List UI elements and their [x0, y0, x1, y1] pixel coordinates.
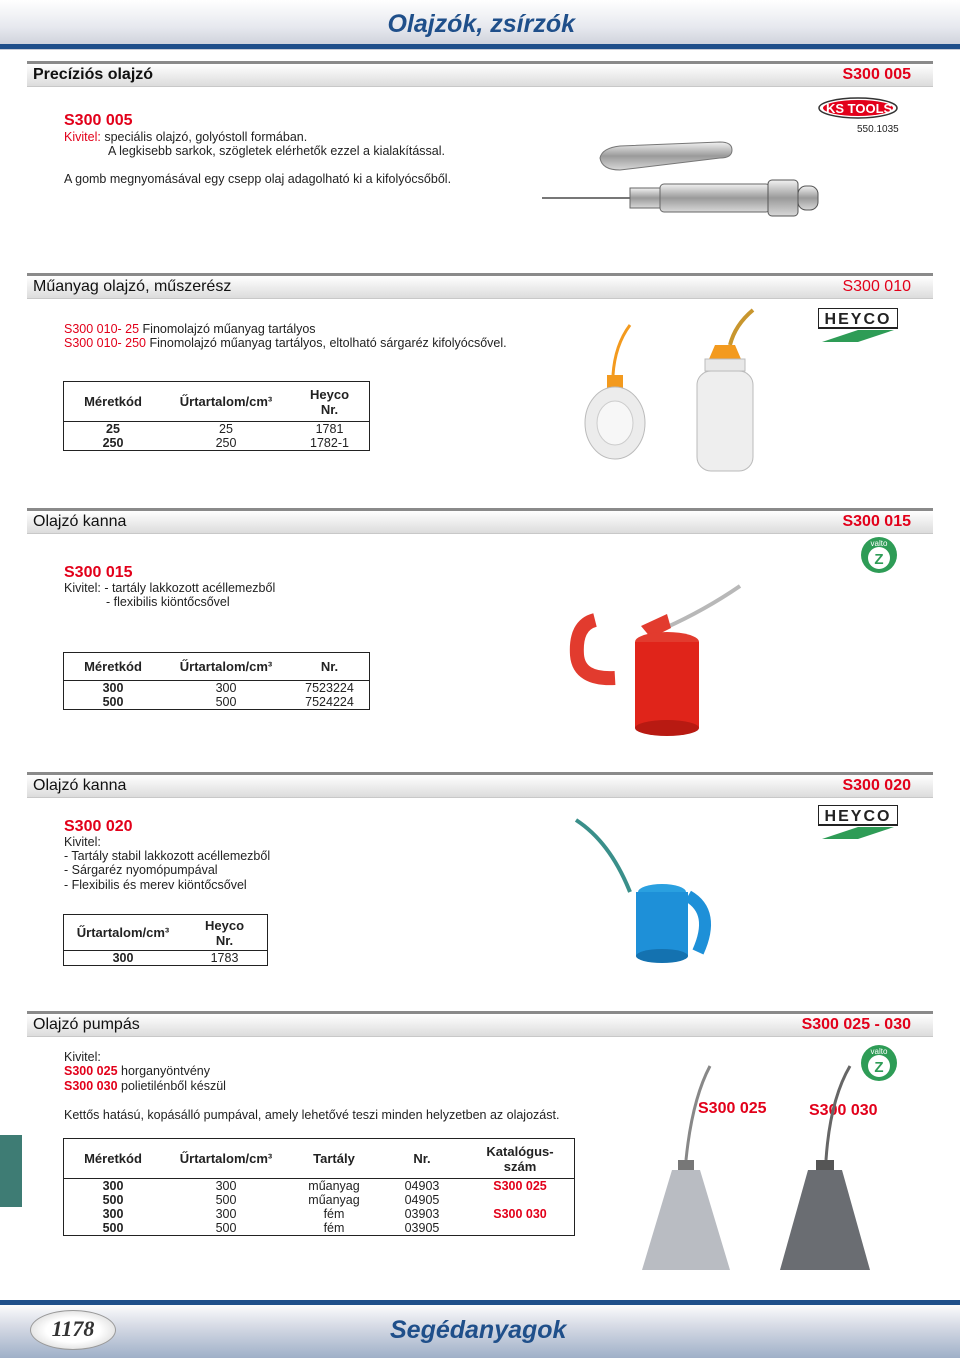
table-cell: 25: [106, 422, 120, 436]
table-cell: műanyag: [308, 1193, 360, 1207]
section-code: S300 010: [842, 278, 911, 295]
section-title: Olajzó pumpás: [33, 1016, 140, 1033]
col-header: Nr.: [378, 1139, 466, 1179]
table-cell: 300: [215, 1179, 237, 1193]
table-cell: 300: [102, 681, 124, 695]
item-line: [64, 1064, 210, 1079]
table-cell: 500: [215, 1193, 237, 1207]
section-title: Precíziós olajzó: [33, 66, 154, 83]
table-cell: 300: [215, 1207, 237, 1221]
table-cell: 03905: [404, 1221, 440, 1235]
desc-line: - Sárgaréz nyomópumpával: [64, 863, 218, 877]
table-cell: fém: [323, 1207, 345, 1221]
badge-letter: Z: [874, 1059, 884, 1076]
kivitel-label: Kivitel:: [64, 1050, 101, 1064]
table-cell: S300 030: [493, 1207, 547, 1221]
table-cell: fém: [323, 1221, 345, 1235]
heyco-logo-text: HEYCO: [824, 808, 892, 825]
section-code: S300 020: [842, 777, 911, 794]
table-cell: 500: [102, 695, 124, 709]
section-header-oil-can-2: [27, 772, 933, 798]
col-header-line: Nr.: [215, 932, 234, 948]
desc-line: - flexibilis kiöntőcsővel: [106, 595, 230, 609]
product-desc: [64, 581, 275, 596]
product-code: S300 020: [64, 818, 133, 835]
product-desc: [64, 130, 307, 145]
table-cell: 04905: [404, 1193, 440, 1207]
item-code: S300 010- 25: [64, 322, 140, 336]
desc-line: - Tartály stabil lakkozott acéllemezből: [64, 849, 271, 863]
item-code: S300 030: [64, 1079, 118, 1093]
section-code: S300 025 - 030: [801, 1016, 911, 1033]
table-cell: 04903: [404, 1179, 440, 1193]
table-row: [64, 951, 268, 966]
section-title: Műanyag olajzó, műszerész: [33, 278, 232, 295]
item-line: [64, 322, 316, 337]
item-line: [64, 1079, 226, 1094]
table-cell: 1782-1: [310, 436, 349, 450]
table-cell: 7523224: [305, 681, 354, 695]
table-row: [64, 1207, 575, 1221]
table-cell: S300 025: [493, 1179, 547, 1193]
col-header-line: Heyco: [204, 917, 245, 933]
col-header: [466, 1139, 575, 1179]
footer-title: Segédanyagok: [390, 1316, 567, 1344]
col-header: Méretkód: [64, 653, 163, 681]
table-cell: 300: [215, 681, 237, 695]
item-text: Finomolajzó műanyag tartályos: [142, 322, 316, 336]
kivitel-label: Kivitel:: [64, 581, 101, 595]
desc-line: A legkisebb sarkok, szögletek elérhetők ezzel a kialakítással.: [108, 144, 445, 158]
brand-ref: 550.1035: [857, 124, 899, 135]
desc-line: A gomb megnyomásával egy csepp olaj adagolható ki a kifolyócsőből.: [64, 172, 452, 186]
badge-text: valto: [870, 1047, 888, 1056]
table-cell: [466, 1221, 575, 1236]
desc-line: - tartály lakkozott acéllemezből: [104, 581, 276, 595]
heyco-logo-text: HEYCO: [824, 311, 892, 328]
badge-text: valto: [870, 539, 888, 548]
table-row: [64, 1193, 575, 1207]
spec-table: [63, 1138, 575, 1236]
ks-tools-logo: [818, 97, 898, 119]
col-header: [290, 382, 370, 422]
section-code: S300 015: [842, 513, 911, 530]
section-header-precision-oiler: [27, 61, 933, 87]
table-row: [64, 422, 370, 437]
header-line: [0, 44, 960, 49]
pump-oilers-image: [630, 1060, 910, 1280]
table-cell: 1781: [315, 422, 344, 436]
kivitel-label: Kivitel:: [64, 130, 101, 144]
section-code: S300 005: [842, 66, 911, 83]
item-code: S300 010- 250: [64, 336, 147, 350]
table-cell: 03903: [404, 1207, 440, 1221]
section-title: Olajzó kanna: [33, 513, 127, 530]
heyco-logo: [818, 308, 898, 344]
spec-table: [63, 914, 268, 966]
table-row: [64, 1179, 575, 1194]
spec-table: [63, 652, 370, 710]
red-oil-can-image: [555, 580, 745, 740]
heyco-logo: [818, 805, 898, 841]
side-tab: [0, 1135, 22, 1207]
table-cell: 500: [102, 1193, 124, 1207]
item-text: polietilénből készül: [121, 1079, 226, 1093]
table-cell: 7524224: [305, 695, 354, 709]
item-code: S300 025: [64, 1064, 118, 1078]
table-cell: 300: [102, 1179, 124, 1193]
image-label: S300 025: [698, 1100, 767, 1117]
col-header: Űrtartalom/cm³: [64, 915, 183, 951]
col-header: Méretkód: [64, 1139, 163, 1179]
table-cell: 500: [102, 1221, 124, 1235]
table-cell: 300: [102, 1207, 124, 1221]
col-header-line: Heyco: [309, 386, 350, 402]
table-cell: 500: [215, 695, 237, 709]
product-code: S300 015: [64, 564, 133, 581]
table-cell: 500: [215, 1221, 237, 1235]
table-cell: 250: [102, 436, 124, 450]
product-code: S300 005: [64, 112, 133, 129]
footer-line: [0, 1300, 960, 1305]
table-cell: [466, 1193, 575, 1207]
table-row: [64, 1221, 575, 1236]
page-number: 1178: [51, 1316, 95, 1341]
table-row: [64, 436, 370, 451]
item-text: horganyöntvény: [121, 1064, 210, 1078]
col-header: Nr.: [290, 653, 370, 681]
col-header: Űrtartalom/cm³: [162, 1139, 290, 1179]
kivitel-label: Kivitel:: [64, 835, 101, 849]
image-label: S300 030: [809, 1102, 878, 1119]
col-header-line: Nr.: [320, 401, 339, 417]
col-header: [182, 915, 268, 951]
section-header-plastic-oiler: [27, 273, 933, 299]
blue-oil-can-image: [570, 812, 730, 972]
section-header-pump-oiler: [27, 1011, 933, 1037]
table-row: [64, 681, 370, 696]
col-header: Űrtartalom/cm³: [162, 653, 290, 681]
precision-oiler-image: [540, 140, 840, 220]
ks-tools-logo-text: KS TOOLS: [826, 101, 893, 116]
col-header: Tartály: [290, 1139, 378, 1179]
table-row: [64, 695, 370, 710]
plastic-oilers-image: [575, 305, 775, 475]
col-header: Méretkód: [64, 382, 163, 422]
page-title: Olajzók, zsírzók: [387, 10, 575, 38]
desc-line: Kettős hatású, kopásálló pumpával, amely lehetővé teszi minden helyzetben az olajozást.: [64, 1108, 560, 1122]
section-title: Olajzó kanna: [33, 777, 127, 794]
col-header: Űrtartalom/cm³: [162, 382, 290, 422]
item-line: [64, 336, 507, 351]
col-header-line: szám: [503, 1158, 537, 1174]
table-cell: 250: [215, 436, 237, 450]
badge-letter: Z: [874, 551, 884, 568]
item-text: Finomolajzó műanyag tartályos, eltolható sárgaréz kifolyócsővel.: [149, 336, 507, 350]
table-cell: 1783: [210, 951, 239, 965]
spec-table: [63, 381, 370, 451]
section-header-oil-can: [27, 508, 933, 534]
table-cell: 300: [112, 951, 134, 965]
col-header-line: Katalógus-: [486, 1143, 554, 1159]
table-cell: műanyag: [308, 1179, 360, 1193]
valto-badge: [860, 536, 898, 574]
table-cell: 25: [219, 422, 233, 436]
desc-line: speciális olajzó, golyóstoll formában.: [104, 130, 308, 144]
desc-line: - Flexibilis és merev kiöntőcsővel: [64, 878, 247, 892]
